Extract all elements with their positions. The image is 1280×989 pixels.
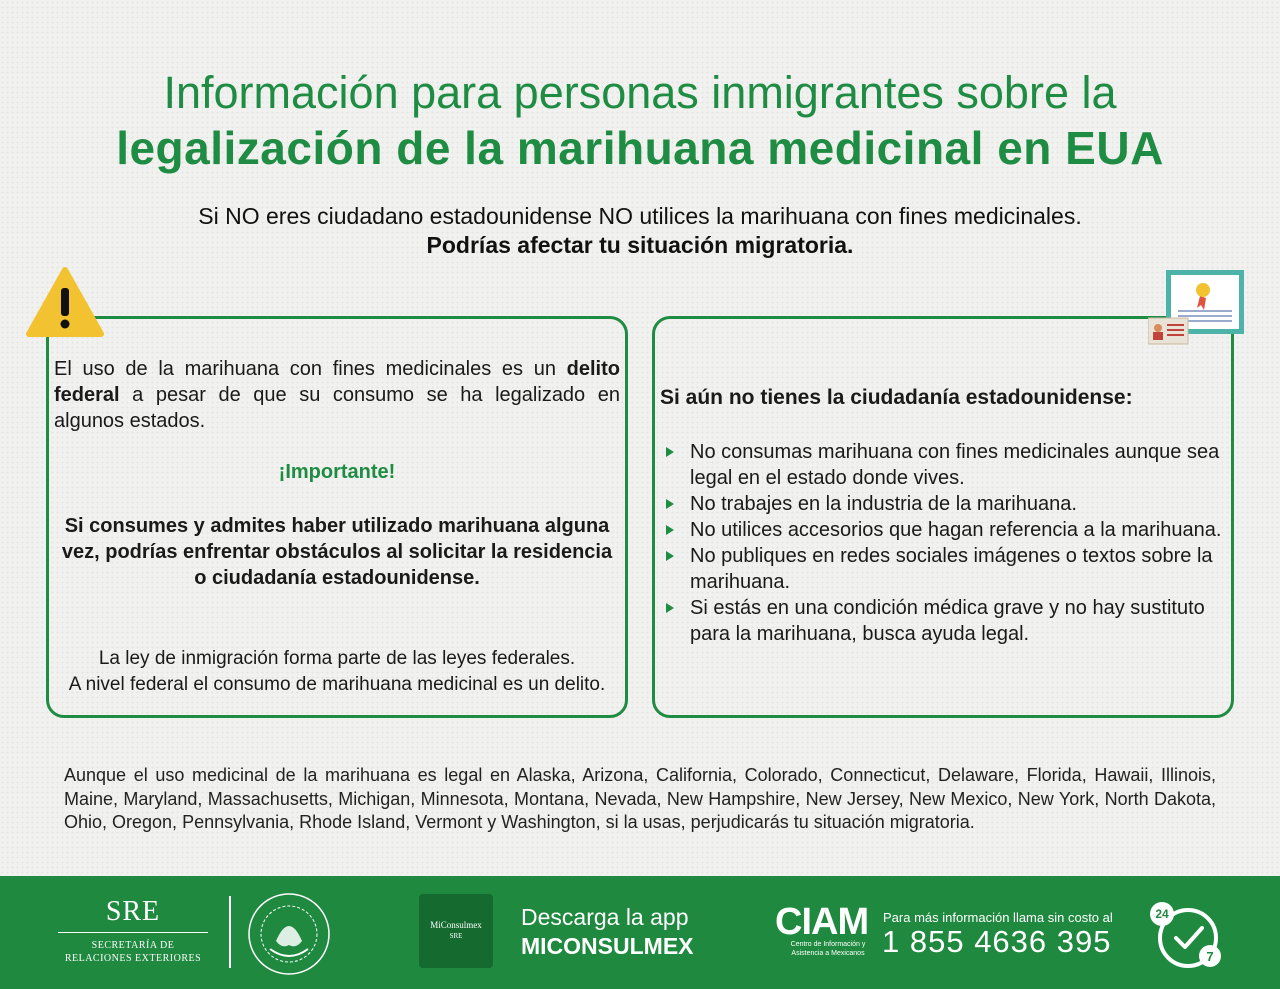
list-item (660, 595, 1226, 647)
subtitle-line1: Si NO eres ciudadano estadounidense NO utilices la marihuana con fines medicinales. (198, 203, 1082, 229)
bullet-triangle-icon (666, 499, 674, 509)
list-item-text: Si estás en una condición médica grave y no hay sustituto para la marihuana, busca ayuda legal. (690, 597, 1205, 645)
sre-name-line2: RELACIONES EXTERIORES (64, 953, 202, 964)
law-line2: A nivel federal el consumo de marihuana medicinal es un delito. (68, 674, 606, 695)
list-item-text: No consumas marihuana con fines medicinales aunque sea legal en el estado donde vives. (690, 441, 1220, 489)
list-item (660, 543, 1226, 595)
list-item (660, 439, 1226, 491)
left-card-intro (54, 356, 620, 434)
footer-bar (0, 876, 1280, 989)
right-card-heading: Si aún no tienes la ciudadanía estadounidense: (660, 386, 1133, 409)
subtitle-line2: Podrías afectar tu situación migratoria. (426, 232, 854, 258)
clock-24-7-icon (1148, 898, 1226, 972)
info-text: Para más información llama sin costo al (883, 910, 1113, 925)
important-label: ¡Importante! (278, 461, 396, 483)
list-item-text: No publiques en redes sociales imágenes o textos sobre la marihuana. (690, 545, 1213, 593)
clock-24-label: 24 (1155, 907, 1169, 921)
sre-divider (58, 932, 208, 933)
intro-text-b: a pesar de que su consumo se ha legalizado en algunos estados. (54, 384, 620, 432)
bullet-triangle-icon (666, 603, 674, 613)
advice-list (660, 439, 1226, 647)
bullet-triangle-icon (666, 447, 674, 457)
ciam-subtitle: Centro de Información y Asistencia a Mexicanos (790, 941, 866, 957)
sre-logo-text: SRE (105, 896, 161, 927)
bullet-triangle-icon (666, 525, 674, 535)
footer-divider (229, 896, 231, 968)
page-title-line1: Información para personas inmigrantes sobre la (163, 67, 1117, 118)
intro-text-bold: delito federal (54, 358, 620, 406)
download-text: Descarga la app (521, 904, 689, 930)
states-note: Aunque el uso medicinal de la marihuana es legal en Alaska, Arizona, California, Colorado, Connecticut, Delaware, Florida, Hawaii, Illinois, Maine, Maryland, Massachusetts, Michigan, Minnesota, Montana, Nevada, New Hampshire, New Jersey, New Mexico, New York, North Dakota, Ohio, Oregon, Pennsylvania, Rhode Island, Vermont y Washington, si la usas, perjudicarás tu situación migratoria. (64, 765, 1216, 832)
law-line1: La ley de inmigración forma parte de las leyes federales. (98, 648, 576, 669)
certificate-icon (1148, 266, 1248, 346)
app-name-text[interactable]: MICONSULMEX (521, 933, 694, 959)
list-item (660, 491, 1226, 517)
clock-7-label: 7 (1206, 949, 1214, 964)
app-icon-sub: SRE (449, 932, 463, 940)
sre-name-line1: SECRETARÍA DE (91, 940, 175, 951)
bullet-triangle-icon (666, 551, 674, 561)
phone-number[interactable]: 1 855 4636 395 (882, 924, 1112, 959)
ciam-logo: CIAM (775, 901, 869, 943)
intro-text-a: El uso de la marihuana con fines medicinales es un (54, 358, 567, 380)
important-text: Si consumes y admites haber utilizado marihuana alguna vez, podrías enfrentar obstáculos al solicitar la residencia o ciudadanía estadounidense. (61, 515, 613, 589)
list-item-text: No trabajes en la industria de la marihuana. (690, 493, 1077, 515)
seal-icon (246, 891, 332, 977)
list-item-text: No utilices accesorios que hagan referencia a la marihuana. (690, 519, 1222, 541)
page-title-line2: legalización de la marihuana medicinal en EUA (116, 122, 1164, 174)
app-icon-name: MiConsulmex (430, 920, 482, 930)
list-item (660, 517, 1226, 543)
miconsulmex-app-icon[interactable] (419, 894, 493, 968)
warning-icon (26, 266, 104, 338)
sre-logo (58, 896, 208, 965)
